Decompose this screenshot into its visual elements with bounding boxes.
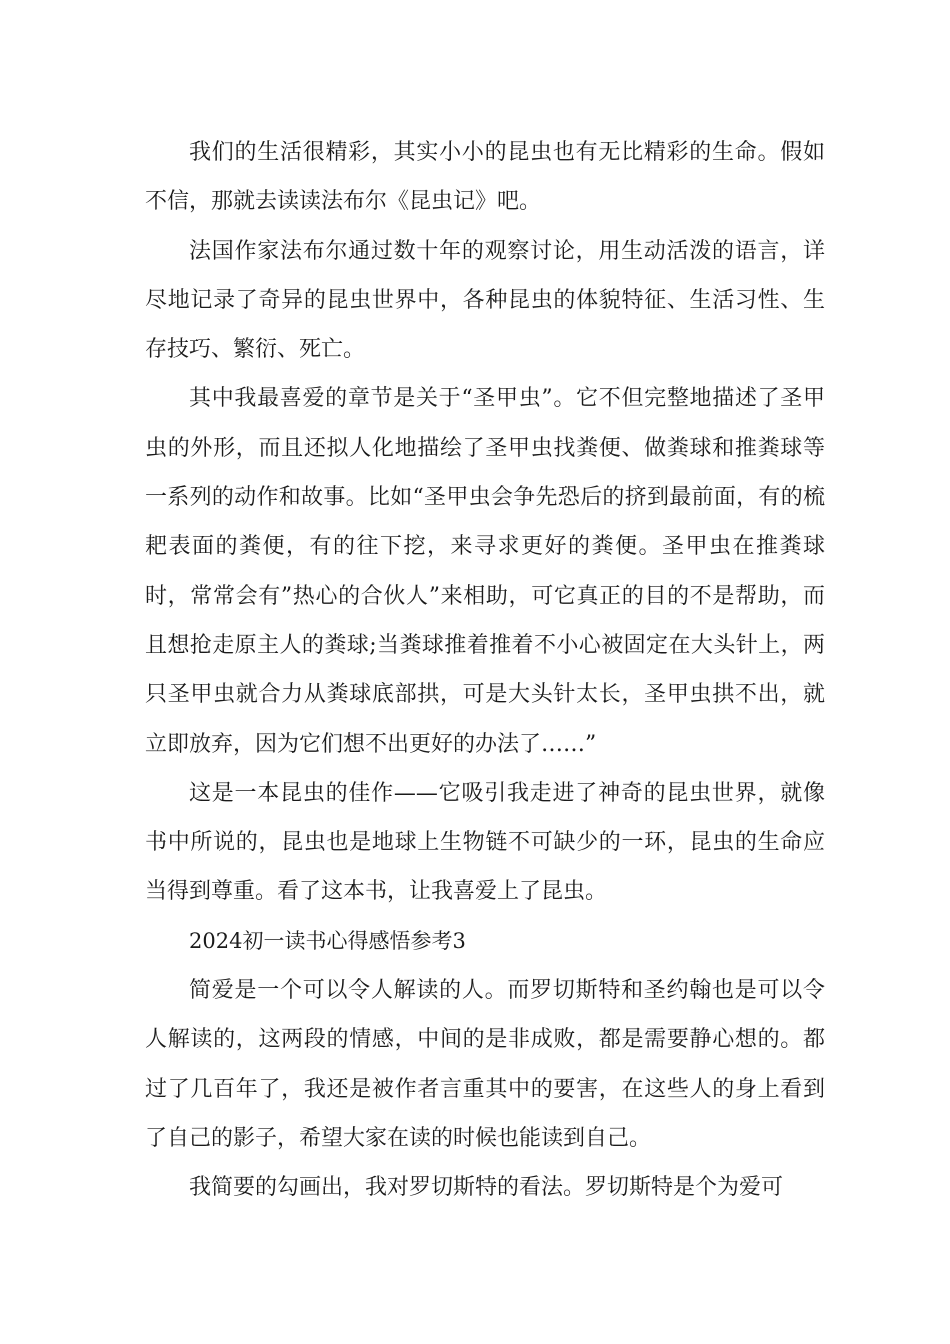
paragraph-2: 法国作家法布尔通过数十年的观察讨论，用生动活泼的语言，详尽地记录了奇异的昆虫世界中，各种昆虫的体貌特征、生活习性、生存技巧、繁衍、死亡。	[145, 238, 825, 363]
paragraph-1: 我们的生活很精彩，其实小小的昆虫也有无比精彩的生命。假如不信，那就去读读法布尔《昆虫记》吧。	[145, 140, 825, 215]
paragraph-6: 我简要的勾画出，我对罗切斯特的看法。罗切斯特是个为爱可	[189, 1175, 784, 1201]
section-heading: 2024初一读书心得感悟参考3	[189, 928, 466, 953]
paragraph-4: 这是一本昆虫的佳作——它吸引我走进了神奇的昆虫世界，就像书中所说的，昆虫也是地球上生物链不可缺少的一环，昆虫的生命应当得到尊重。看了这本书，让我喜爱上了昆虫。	[145, 780, 825, 905]
paragraph-3: 其中我最喜爱的章节是关于“圣甲虫”。它不但完整地描述了圣甲虫的外形，而且还拟人化地描绘了圣甲虫找粪便、做粪球和推粪球等一系列的动作和故事。比如“圣甲虫会争先恐后的挤到最前面，有的梳耙表面的粪便，有的往下挖，来寻求更好的粪便。圣甲虫在推粪球时，常常会有”热心的合伙人”来相助，可它真正的目的不是帮助，而且想抢走原主人的粪球;当粪球推着推着不小心被固定在大头针上，两只圣甲虫就合力从粪球底部拱，可是大头针太长，圣甲虫拱不出，就立即放弃，因为它们想不出更好的办法了……”	[145, 386, 825, 757]
document-body	[145, 128, 825, 1213]
paragraph-5: 简爱是一个可以令人解读的人。而罗切斯特和圣约翰也是可以令人解读的，这两段的情感，中间的是非成败，都是需要静心想的。都过了几百年了，我还是被作者言重其中的要害，在这些人的身上看到了自己的影子，希望大家在读的时候也能读到自己。	[145, 978, 825, 1151]
